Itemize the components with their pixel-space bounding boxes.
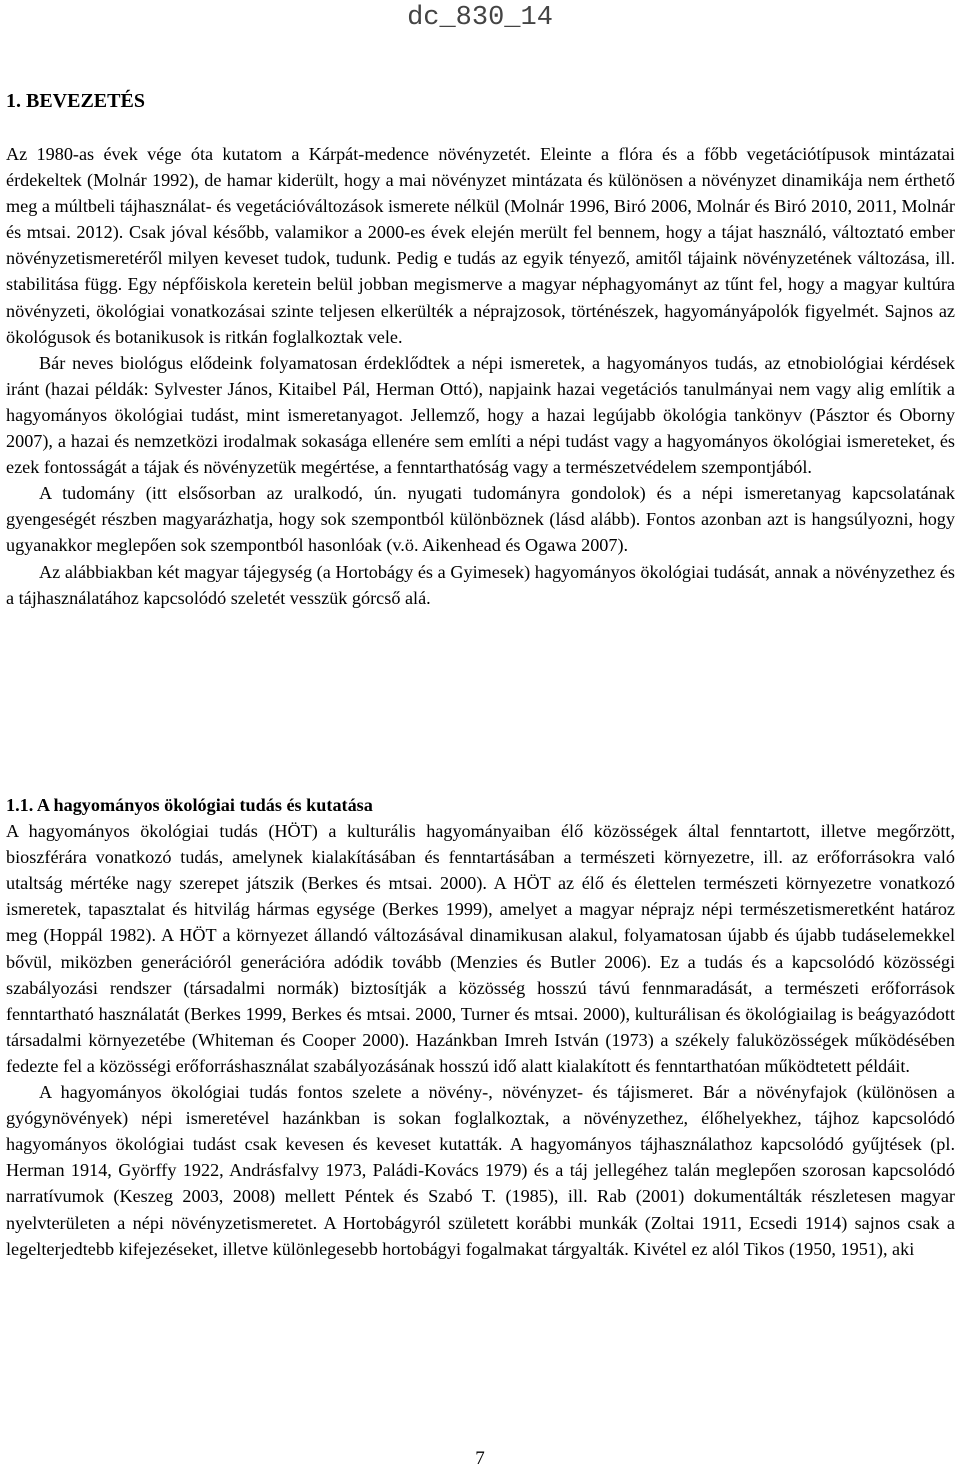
section-heading-introduction: 1. BEVEZETÉS <box>6 90 145 112</box>
paragraph: Bár neves biológus elődeink folyamatosan érdeklődtek a népi ismeretek, a hagyományos tudás, az etnobiológiai kérdések iránt (hazai példák: Sylvester János, Kitaibel Pál, Herman Ottó), napjaink hazai vegetációs tanulmányai nem vagy alig említik a hagyományos ökológiai tudást, mint ismeretanyagot. Jellemző, hogy a hazai legújabb ökológia tankönyv (Pásztor és Oborny 2007), a hazai és nemzetközi irodalmak sokasága ellenére sem említi a népi tudást vagy a hagyományos ökológiai ismereteket, és ezek fontosságát a tájak és növényzetük megértése, a fenntarthatóság vagy a természetvédelem szempontjából. <box>6 352 955 478</box>
page-number: 7 <box>475 1448 485 1469</box>
document-id: dc_830_14 <box>407 3 553 33</box>
subsection-traditional-ecological-knowledge <box>6 792 955 1262</box>
paragraph: Az 1980-as évek vége óta kutatom a Kárpát-medence növényzetét. Eleinte a flóra és a főbb vegetációtípusok mintázatai érdekeltek (Molnár 1992), de hamar kiderült, hogy a mai növényzet mintázata és különösen a növényzet dinamikája nem érthető meg a múltbeli tájhasználat- és vegetációváltozások ismerete nélkül (Molnár 1996, Biró 2006, Molnár és Biró 2010, 2011, Molnár és mtsai. 2012). Csak jóval később, valamikor a 2000-es évek elején merült fel bennem, hogy a tájat használó, változtató ember növényzetismeretéről milyen keveset tudok, tudunk. Pedig e tudás az egyik tényező, amitől tájaink növényzetének változása, ill. stabilitása függ. Egy népfőiskola keretein belül jobban megismerve a magyar néphagyományt az tűnt fel, hogy a magyar kultúra növényzeti, ökológiai vonatkozásai szinte teljesen elkerülték a néprajzosok, történészek, hagyományápolók figyelmét. Sajnos az ökológusok és botanikusok is ritkán foglalkoztak vele. <box>6 144 955 347</box>
paragraph: A hagyományos ökológiai tudás fontos szelete a növény-, növényzet- és tájismeret. Bár a növényfajok (különösen a gyógynövények) népi ismeretével hazánkban is sokan foglalkoztak, a növényzethez, élőhelyekhez, tájhoz kapcsolódó hagyományos ökológiai tudást csak kevesen és keveset kutatták. A hagyományos tájhasználathoz kapcsolódó gyűjtések (pl. Herman 1914, Györffy 1922, Andrásfalvy 1973, Paládi-Kovács 1979) és a táj jellegéhez talán meglepően szorosan kapcsolódó narratívumok (Keszeg 2003, 2008) mellett Péntek és Szabó T. (1985), ill. Rab (2001) dokumentálták részletesen magyar nyelvterületen a népi növényzetismeretet. A Hortobágyról született korábbi munkák (Zoltai 1911, Ecsedi 1914) sajnos csak a legelterjedtebb kifejezéseket, illetve különlegesebb hortobágyi fogalmakat tárgyalták. Kivétel ez alól Tikos (1950, 1951), aki <box>6 1082 955 1259</box>
introduction-body <box>6 141 955 611</box>
paragraph: Az alábbiakban két magyar tájegység (a Hortobágy és a Gyimesek) hagyományos ökológiai tudását, annak a növényzethez és a tájhasználatához kapcsolódó szeletét vesszük górcső alá. <box>6 561 955 608</box>
paragraph: A hagyományos ökológiai tudás (HÖT) a kulturális hagyományaiban élő közösségek által fenntartott, illetve megőrzött, bioszférára vonatkozó tudás, amelynek kialakításában és fenntartásában a természeti környezetre, ill. az erőforrásokra való utaltság mértéke nagy szerepet játszik (Berkes és mtsai. 2000). A HÖT az élő és élettelen természeti környezetre vonatkozó ismeretek, tapasztalat és hitvilág hármas egysége (Berkes 1999), amelyet a magyar néprajz népi természetismeretként határoz meg (Hoppál 1982). A HÖT a környezet állandó változásával dinamikusan alakul, folyamatosan újabb és újabb tudáselemekkel bővül, miközben generációról generációra adódik tovább (Menzies és Butler 2006). Ez a tudás és a kapcsolódó közösségi szabályozási rendszer (társadalmi normák) biztosítják a közösség hosszú távú fennmaradását, a természeti erőforrások fenntartható használatát (Berkes 1999, Berkes és mtsai. 2000, Turner és mtsai. 2000), kulturálisan és ökológiailag is beágyazódott társadalmi környezetébe (Whiteman és Cooper 2000). Hazánkban Imreh István (1973) a székely faluközösségek működésében fedezte fel a közösségi erőforráshasználat szabályozásának hosszú idő alatt kialakított és fenntarthatóan működtetett példáit. <box>6 821 955 1076</box>
paragraph: A tudomány (itt elsősorban az uralkodó, ún. nyugati tudományra gondolok) és a népi ismeretanyag kapcsolatának gyengeségét részben magyarázhatja, hogy sok szempontból különböznek (lásd alább). Fontos azonban azt is hangsúlyozni, hogy ugyanakkor meglepően sok szempontból hasonlóak (v.ö. Aikenhead és Ogawa 2007). <box>6 483 955 556</box>
subsection-heading: 1.1. A hagyományos ökológiai tudás és kutatása <box>6 795 373 815</box>
